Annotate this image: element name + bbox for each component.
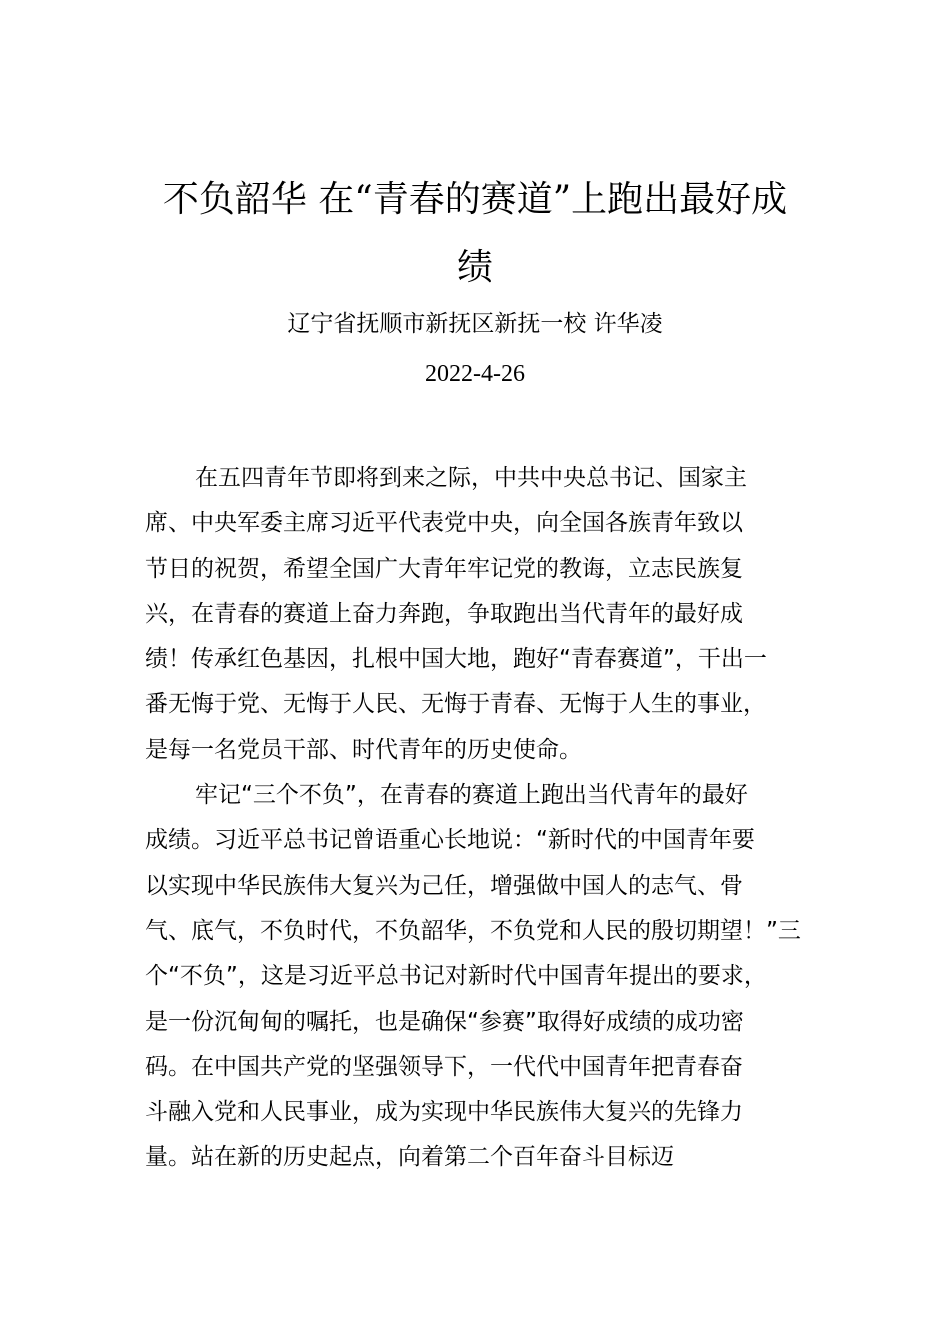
paragraph-1-line: 番无悔于党、无悔于人民、无悔于青春、无悔于人生的事业， [145,691,766,718]
paragraph-2-line: 个“不负”，这是习近平总书记对新时代中国青年提出的要求， [145,963,767,990]
title-line-1: 不负韶华 在“青春的赛道”上跑出最好成 [162,179,788,220]
paragraph-1-line: 节日的祝贺，希望全国广大青年牢记党的教诲，立志民族复 [145,555,743,582]
paragraph-2-line: 以实现中华民族伟大复兴为己任，增强做中国人的志气、骨 [145,872,743,899]
paragraph-1-line: 兴，在青春的赛道上奋力奔跑，争取跑出当代青年的最好成 [145,600,743,627]
paragraph-2-line: 量。站在新的历史起点，向着第二个百年奋斗目标迈 [145,1144,674,1171]
body-text [145,456,845,1181]
title-line-2: 绩 [456,247,493,288]
author-line: 辽宁省抚顺市新抚区新抚一校 许华凌 [287,311,663,337]
paragraph-2-line: 牢记“三个不负”，在青春的赛道上跑出当代青年的最好 [195,782,748,809]
date-line: 2022-4-26 [425,361,525,387]
paragraph-2-line: 斗融入党和人民事业，成为实现中华民族伟大复兴的先锋力 [145,1099,743,1126]
paragraph-2-line: 成绩。习近平总书记曾语重心长地说：“新时代的中国青年要 [145,827,755,854]
paragraph-1-line: 在五四青年节即将到来之际，中共中央总书记、国家主 [195,465,747,491]
paragraph-1-line: 是每一名党员干部、时代青年的历史使命。 [145,736,582,763]
paragraph-1-line: 绩！传承红色基因，扎根中国大地，跑好“青春赛道”，干出一 [145,646,767,673]
paragraph-2-line: 码。在中国共产党的坚强领导下，一代代中国青年把青春奋 [145,1053,743,1080]
paragraph-1-line: 席、中央军委主席习近平代表党中央，向全国各族青年致以 [145,510,743,537]
paragraph-2-line: 是一份沉甸甸的嘱托，也是确保“参赛”取得好成绩的成功密 [145,1008,744,1035]
paragraph-2-line: 气、底气，不负时代，不负韶华，不负党和人民的殷切期望！”三 [145,917,801,944]
